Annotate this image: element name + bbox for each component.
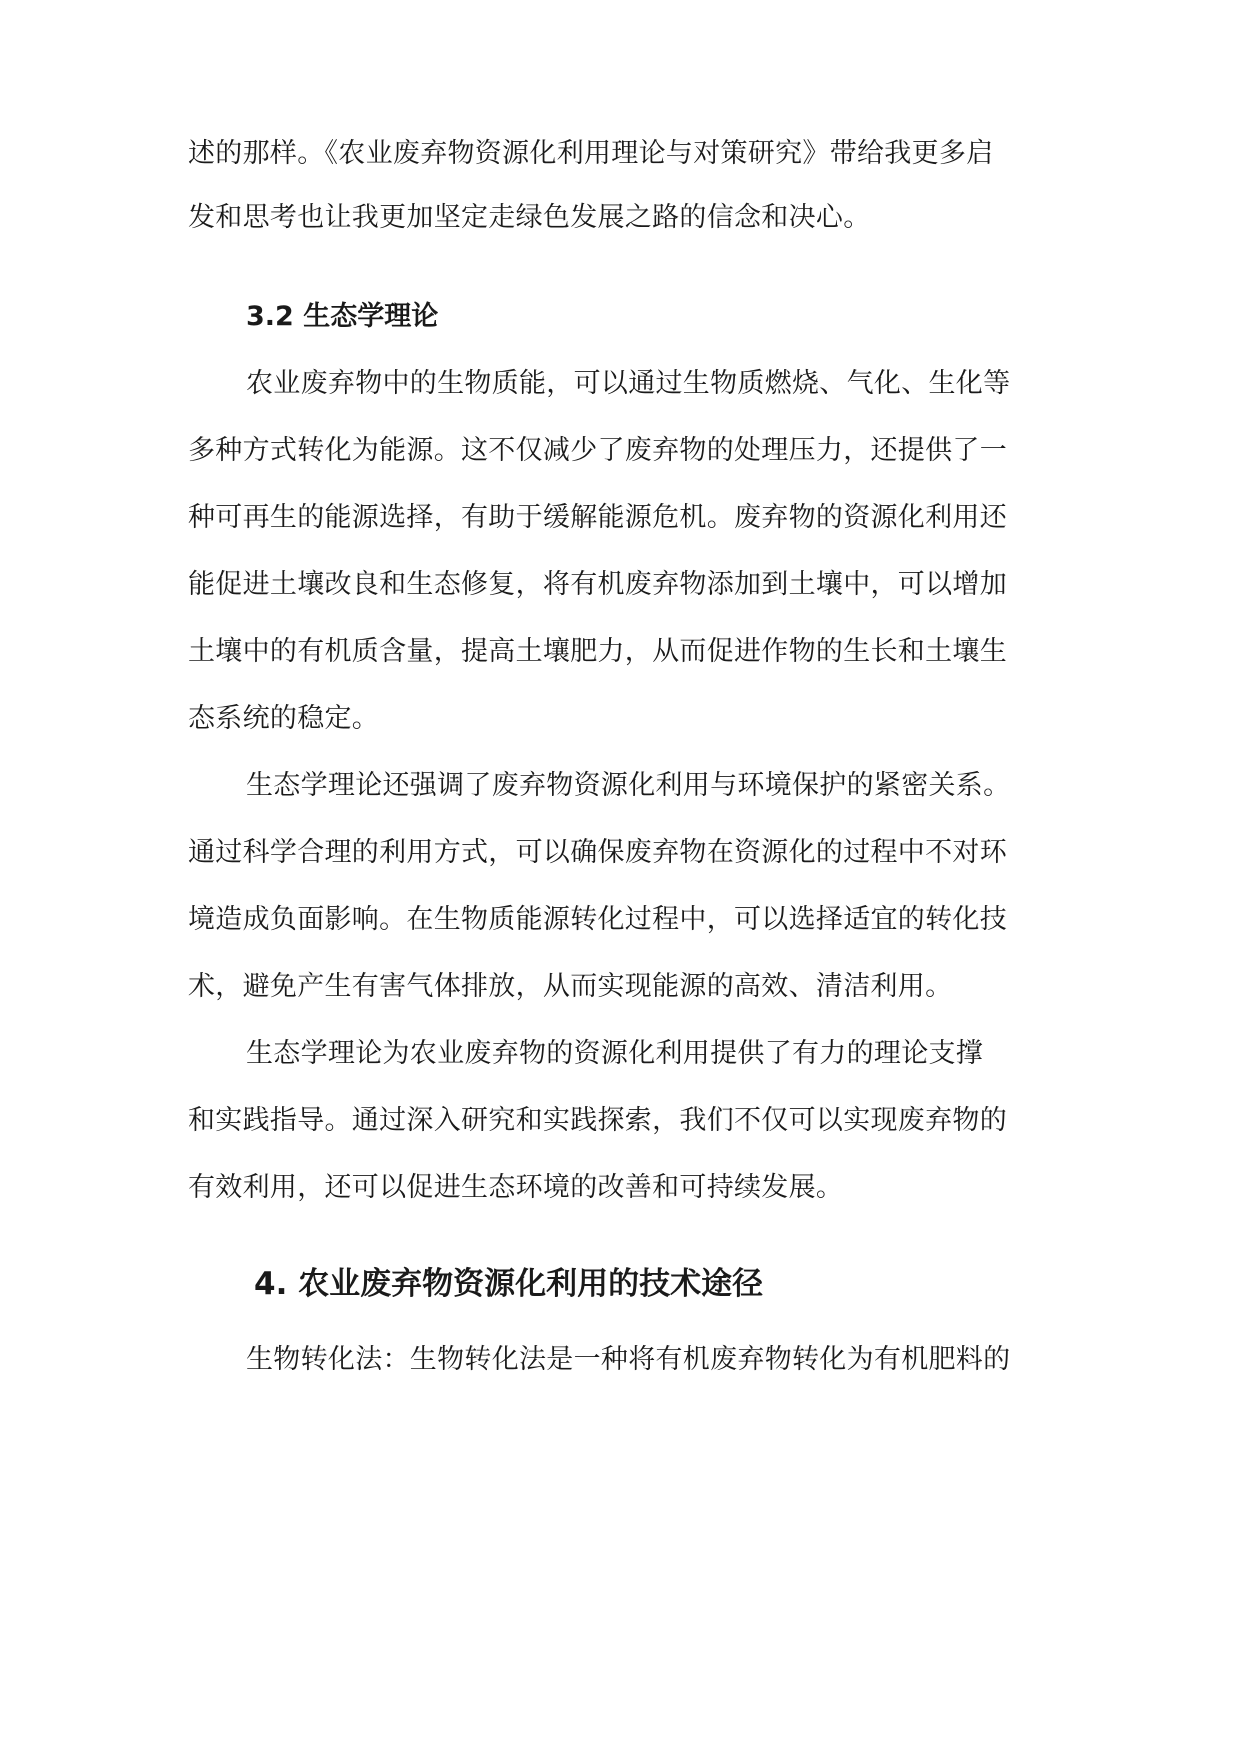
text-line: 生态学理论为农业废弃物的资源化利用提供了有力的理论支撑 bbox=[246, 1038, 984, 1069]
text-line: 生态学理论还强调了废弃物资源化利用与环境保护的紧密关系。 bbox=[246, 770, 1011, 801]
text-line: 有效利用，还可以促进生态环境的改善和可持续发展。 bbox=[188, 1172, 844, 1203]
text-line: 术，避免产生有害气体排放，从而实现能源的高效、清洁利用。 bbox=[188, 971, 953, 1002]
text-line: 土壤中的有机质含量，提高土壤肥力，从而促进作物的生长和土壤生 bbox=[188, 636, 1007, 667]
text-line: 种可再生的能源选择，有助于缓解能源危机。废弃物的资源化利用还 bbox=[188, 502, 1007, 533]
text-line: 和实践指导。通过深入研究和实践探索，我们不仅可以实现废弃物的 bbox=[188, 1105, 1007, 1136]
text-line: 态系统的稳定。 bbox=[188, 703, 380, 734]
section-heading-3-2: 3.2 生态学理论 bbox=[246, 301, 439, 332]
text-line: 多种方式转化为能源。这不仅减少了废弃物的处理压力，还提供了一 bbox=[188, 435, 1007, 466]
text-line: 发和思考也让我更加坚定走绿色发展之路的信念和决心。 bbox=[188, 202, 871, 233]
text-line: 述的那样。《农业废弃物资源化利用理论与对策研究》带给我更多启 bbox=[188, 138, 994, 169]
text-line: 能促进土壤改良和生态修复，将有机废弃物添加到土壤中，可以增加 bbox=[188, 569, 1007, 600]
text-line: 通过科学合理的利用方式，可以确保废弃物在资源化的过程中不对环 bbox=[188, 837, 1007, 868]
text-line: 境造成负面影响。在生物质能源转化过程中，可以选择适宜的转化技 bbox=[188, 904, 1007, 935]
text-line: 农业废弃物中的生物质能，可以通过生物质燃烧、气化、生化等 bbox=[246, 368, 1011, 399]
section-heading-4: 4. 农业废弃物资源化利用的技术途径 bbox=[254, 1266, 764, 1302]
text-line: 生物转化法：生物转化法是一种将有机废弃物转化为有机肥料的 bbox=[246, 1344, 1011, 1375]
